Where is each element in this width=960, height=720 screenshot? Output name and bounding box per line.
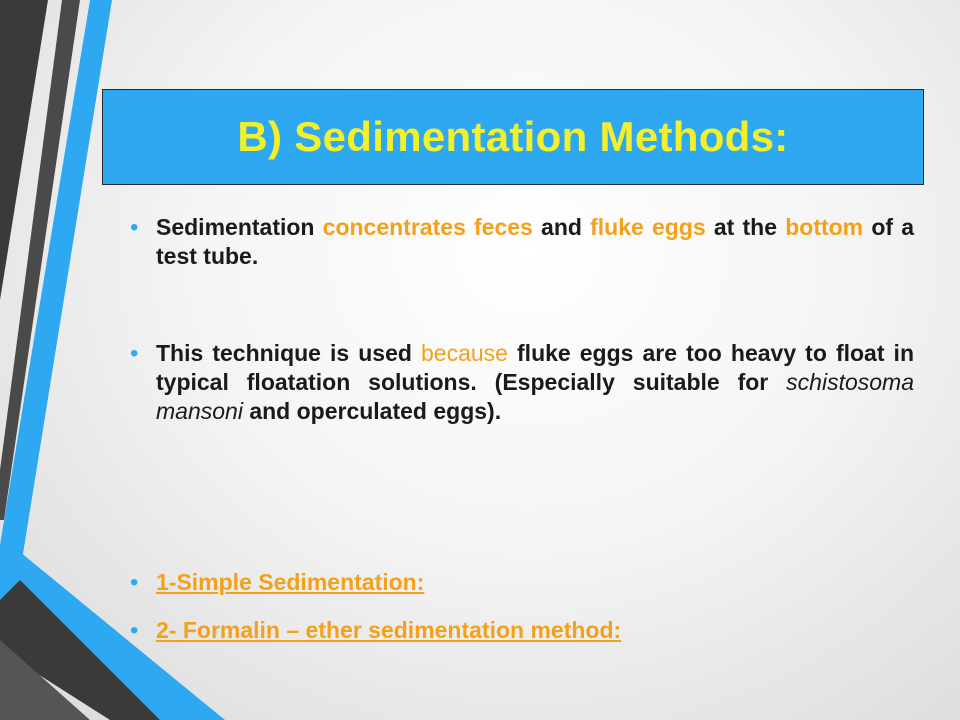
title-banner <box>102 89 924 185</box>
bullet-dot-icon: • <box>130 617 139 644</box>
link-formalin-ether-sedimentation[interactable]: 2- Formalin – ether sedimentation method: <box>156 617 622 643</box>
slide-title: B) Sedimentation Methods: <box>237 113 789 160</box>
link-simple-sedimentation[interactable]: 1-Simple Sedimentation: <box>156 569 425 595</box>
bullet-technique <box>130 339 914 426</box>
bullet-dot-icon: • <box>130 340 139 367</box>
link-simple-sedimentation-item <box>130 568 914 597</box>
bullet-dot-icon: • <box>130 569 139 596</box>
bullet-sedimentation <box>130 213 914 271</box>
link-formalin-ether-item <box>130 616 914 645</box>
bullet-text: Sedimentation concentrates feces and fluke eggs at the bottom of a test tube. <box>156 214 915 269</box>
bullet-text: This technique is used because fluke eggs are too heavy to float in typical floatation solutions. (Especially suitable for schistosoma mansoni and operculated eggs). <box>156 340 914 424</box>
bullet-dot-icon: • <box>130 214 139 241</box>
